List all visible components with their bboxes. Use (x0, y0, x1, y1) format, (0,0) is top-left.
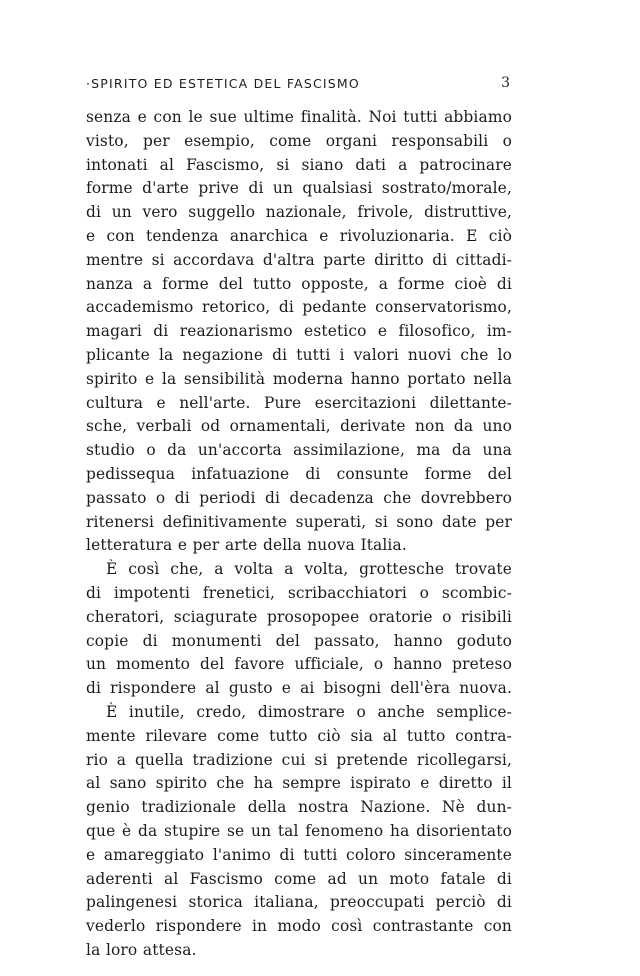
text-line: studio o da un'accorta assimilazione, ma da una (86, 441, 512, 460)
paragraph-end-line: letteratura e per arte della nuova Italia. (86, 536, 407, 555)
text-line: forme d'arte prive di un qualsiasi sostrato/morale, (86, 179, 512, 198)
text-line: rio a quella tradizione cui si pretende ricollegarsi, (86, 750, 512, 769)
text-line: nanza a forme del tutto opposte, a forme cioè di (86, 274, 512, 293)
text-line: spirito e la sensibilità moderna hanno portato nella (86, 369, 512, 388)
text-line: di un vero suggello nazionale, frivole, distruttive, (86, 203, 512, 222)
paragraph-start-line: È così che, a volta a volta, grottesche trovate (106, 560, 512, 579)
text-line: sche, verbali od ornamentali, derivate non da uno (86, 417, 512, 436)
text-line: di impotenti frenetici, scribacchiatori o scombic- (86, 583, 512, 602)
text-line: senza e con le sue ultime finalità. Noi tutti abbiamo (86, 108, 512, 126)
text-line: e amareggiato l'animo di tutti coloro sinceramente (86, 845, 512, 864)
text-line: e con tendenza anarchica e rivoluzionaria. E ciò (86, 226, 512, 245)
text-line: visto, per esempio, come organi responsabili o (86, 131, 512, 150)
text-line: ritenersi definitivamente superati, si sono date per (86, 512, 512, 531)
text-line: magari di reazionarismo estetico e filosofico, im- (86, 322, 512, 341)
text-line: mente rilevare come tutto ciò sia al tutto contra- (86, 726, 512, 745)
paragraph-end-line: di rispondere al gusto e ai bisogni dell'èra nuova. (86, 679, 512, 698)
text-line: genio tradizionale della nostra Nazione. Nè dun- (86, 798, 512, 817)
text-line: copie di monumenti del passato, hanno goduto (86, 631, 512, 650)
text-line: mentre si accordava d'altra parte diritto di cittadi- (86, 250, 512, 269)
text-line: cheratori, sciagurate prosopopee oratorie o risibili (86, 607, 512, 626)
body-text (86, 106, 512, 963)
page-number: 3 (501, 75, 510, 91)
paragraph-start-line: È inutile, credo, dimostrare o anche semplice- (106, 702, 512, 721)
text-line: que è da stupire se un tal fenomeno ha disorientato (86, 821, 512, 840)
text-line: al sano spirito che ha sempre ispirato e diretto il (86, 774, 512, 793)
text-line: cultura e nell'arte. Pure esercitazioni dilettante- (86, 393, 512, 412)
text-line: plicante la negazione di tutti i valori nuovi che lo (86, 345, 512, 364)
text-line: un momento del favore ufficiale, o hanno preteso (86, 655, 512, 674)
page-header (86, 76, 510, 96)
text-line: intonati al Fascismo, si siano dati a patrocinare (86, 155, 512, 174)
text-line: pedissequa infatuazione di consunte forme del (86, 464, 512, 483)
text-line: vederlo rispondere in modo così contrastante con (86, 917, 512, 936)
paragraph-end-line: la loro attesa. (86, 940, 197, 959)
text-line: passato o di periodi di decadenza che dovrebbero (86, 488, 512, 507)
text-line: palingenesi storica italiana, preoccupati perciò di (86, 893, 512, 912)
text-line: accademismo retorico, di pedante conservatorismo, (86, 298, 512, 317)
text-line: aderenti al Fascismo come ad un moto fatale di (86, 869, 512, 888)
running-title: ·SPIRITO ED ESTETICA DEL FASCISMO (86, 76, 360, 91)
